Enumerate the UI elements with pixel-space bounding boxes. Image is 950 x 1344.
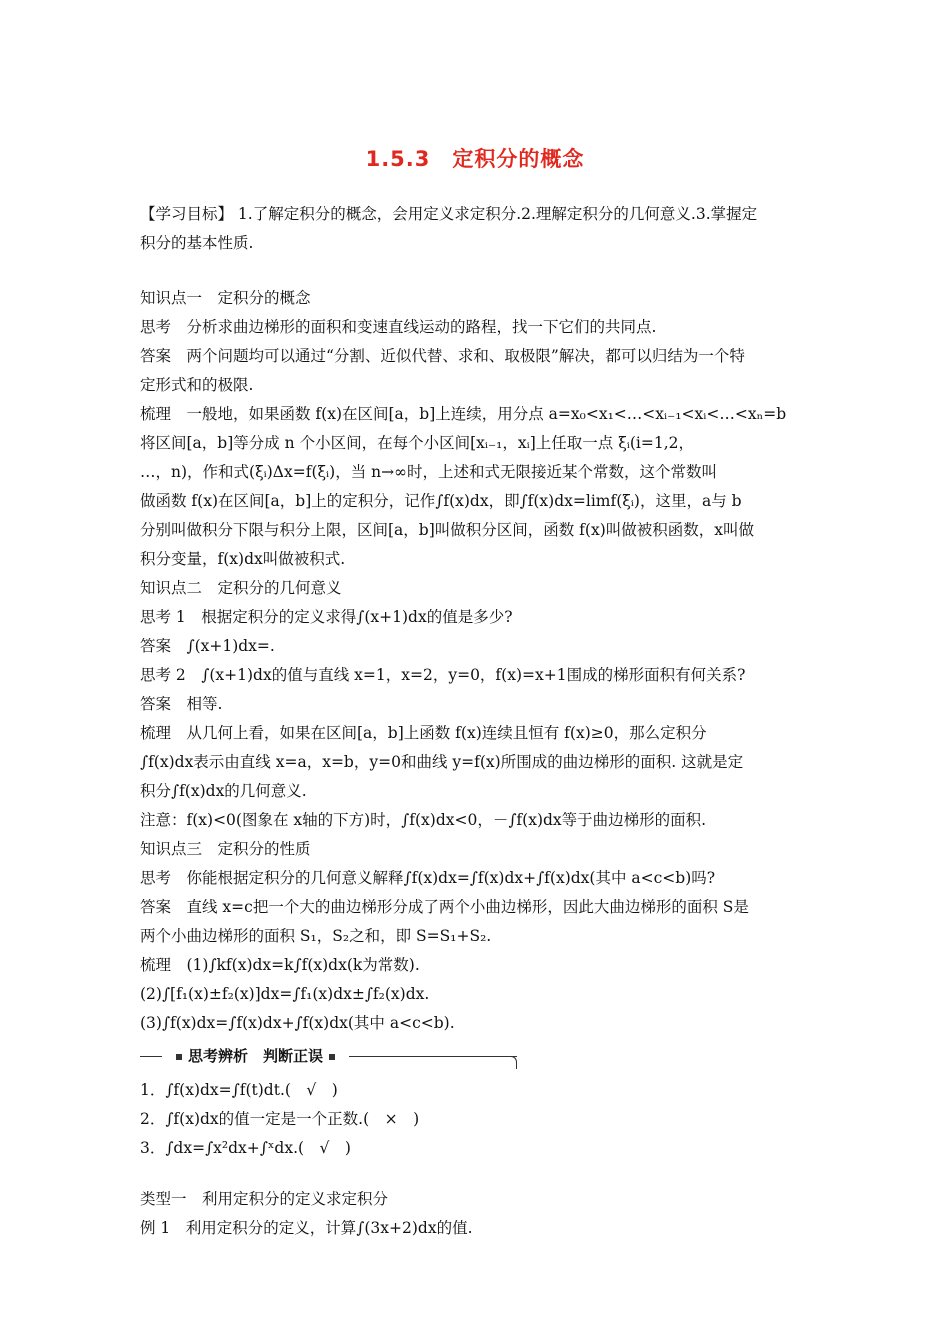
judgement-item-3: 3．∫dx=∫x²dx+∫ˣdx.( √ ) (140, 1139, 351, 1157)
judgement-item-2: 2．∫f(x)dx的值一定是一个正数.( × ) (140, 1110, 420, 1128)
section-heading-2: 知识点二 定积分的几何意义 (140, 579, 342, 597)
document-body (140, 200, 812, 1243)
paragraph-line: 积分变量，f(x)dx叫做被积式. (140, 550, 346, 568)
box-label-text: 思考辨析 判断正误 (188, 1047, 324, 1065)
judgement-item-1: 1．∫f(x)dx=∫f(t)dt.( √ ) (140, 1081, 338, 1099)
paragraph-line: 做函数 f(x)在区间[a，b]上的定积分，记作∫f(x)dx，即∫f(x)dx=limf(ξᵢ)，这里，a与 b (140, 492, 742, 510)
box-corner (510, 1056, 517, 1069)
learning-goals-line-1: 【学习目标】 1.了解定积分的概念，会用定义求定积分.2.理解定积分的几何意义.3.掌握定 (140, 205, 758, 223)
type-heading-1: 类型一 利用定积分的定义求定积分 (140, 1190, 389, 1208)
thinking-box-label (162, 1044, 349, 1068)
paragraph-line: (3)∫f(x)dx=∫f(x)dx+∫f(x)dx(其中 a<c<b). (140, 1014, 455, 1032)
paragraph-line: 答案 相等. (140, 695, 223, 713)
paragraph-line: 思考 你能根据定积分的几何意义解释∫f(x)dx=∫f(x)dx+∫f(x)dx(其中 a<c<b)吗? (140, 869, 716, 887)
paragraph-line: (2)∫[f₁(x)±f₂(x)]dx=∫f₁(x)dx±∫f₂(x)dx. (140, 985, 430, 1003)
section-heading-3: 知识点三 定积分的性质 (140, 840, 311, 858)
paragraph-line: 梳理 (1)∫kf(x)dx=k∫f(x)dx(k为常数). (140, 956, 420, 974)
paragraph-line: 思考 2 ∫(x+1)dx的值与直线 x=1，x=2，y=0，f(x)=x+1围成的梯形面积有何关系? (140, 666, 746, 684)
paragraph-line: 定形式和的极限. (140, 376, 254, 394)
paragraph-line: 两个小曲边梯形的面积 S₁，S₂之和，即 S=S₁+S₂. (140, 927, 492, 945)
paragraph-line: 分别叫做积分下限与积分上限，区间[a，b]叫做积分区间，函数 f(x)叫做被积函数，x叫做 (140, 521, 755, 539)
learning-goals-line-2: 积分的基本性质. (140, 234, 254, 252)
square-bullet-icon (176, 1054, 182, 1060)
note-line: 注意：f(x)<0(图象在 x轴的下方)时，∫f(x)dx<0，－∫f(x)dx等于曲边梯形的面积. (140, 811, 707, 829)
paragraph-line: ∫f(x)dx表示由直线 x=a，x=b，y=0和曲线 y=f(x)所围成的曲边梯形的面积. 这就是定 (140, 753, 744, 771)
square-bullet-icon (329, 1054, 335, 1060)
example-1: 例 1 利用定积分的定义，计算∫(3x+2)dx的值. (140, 1219, 473, 1237)
paragraph-line: 思考 1 根据定积分的定义求得∫(x+1)dx的值是多少? (140, 608, 513, 626)
paragraph-line: 将区间[a，b]等分成 n 个小区间，在每个小区间[xᵢ₋₁，xᵢ]上任取一点 ξᵢ(i=1,2， (140, 434, 695, 452)
paragraph-line: 积分∫f(x)dx的几何意义. (140, 782, 307, 800)
paragraph-line: 答案 直线 x=c把一个大的曲边梯形分成了两个小曲边梯形，因此大曲边梯形的面积 S是 (140, 898, 749, 916)
paragraph-line: 答案 两个问题均可以通过“分割、近似代替、求和、取极限”解决，都可以归结为一个特 (140, 347, 745, 365)
paragraph-line: 梳理 一般地，如果函数 f(x)在区间[a，b]上连续，用分点 a=x₀<x₁<…<xᵢ₋₁<xᵢ<…<xₙ=b (140, 405, 787, 423)
page-title: 1.5.3 定积分的概念 (365, 147, 585, 171)
paragraph-line: 梳理 从几何上看，如果在区间[a，b]上函数 f(x)连续且恒有 f(x)≥0，那么定积分 (140, 724, 707, 742)
paragraph-line: 答案 ∫(x+1)dx=. (140, 637, 275, 655)
thinking-box-header (140, 1042, 812, 1074)
paragraph-line: 思考 分析求曲边梯形的面积和变速直线运动的路程，找一下它们的共同点. (140, 318, 657, 336)
paragraph-line: …，n)，作和式(ξᵢ)Δx=f(ξᵢ)，当 n→∞时，上述和式无限接近某个常数，这个常数叫 (140, 463, 717, 481)
section-heading-1: 知识点一 定积分的概念 (140, 289, 311, 307)
